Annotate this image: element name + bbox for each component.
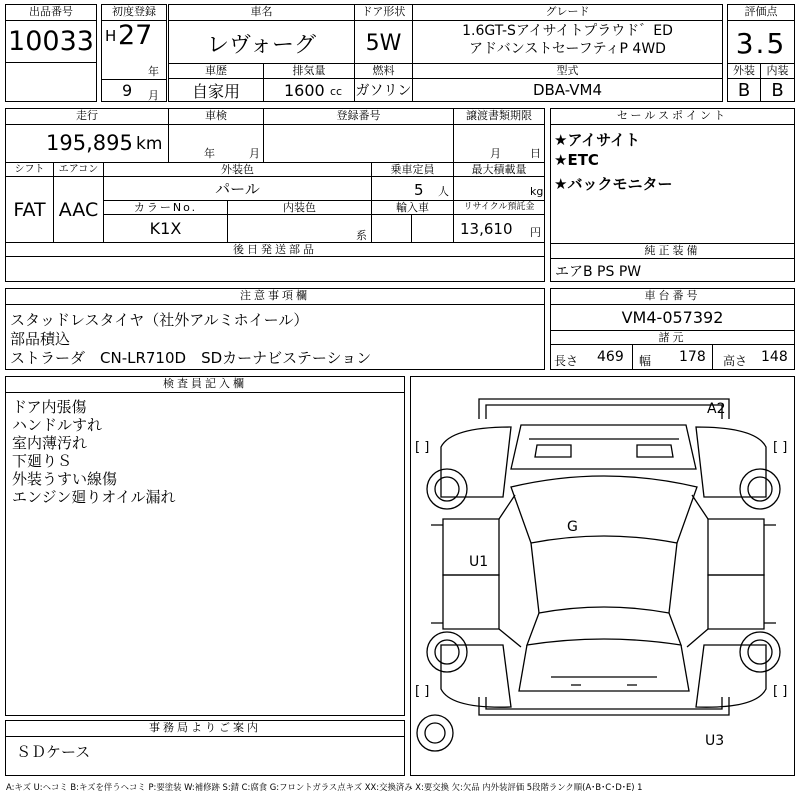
grade-line2: アドバンストセーフティP 4WD [469,41,666,57]
intcolor-label: 内装色 [228,201,372,215]
car-name: レヴォーグ [169,21,355,65]
inspector-label: 検査員記入欄 [6,377,404,393]
history-value: 自家用 [169,79,264,101]
notes-line-1: スタッドレスタイヤ（社外アルミホイール） [10,311,309,329]
inspection-label: 車検 [169,109,264,125]
model-label: 型式 [413,63,722,79]
import-cell-b [412,215,454,243]
reg-box [101,4,167,102]
reg-month: 9 [122,81,133,100]
bracket-right-top: [ ] [773,440,788,455]
grade-line1: 1.6GT-Sアイサイトプラウド゛ED [462,23,673,39]
damage-mark-u1: U1 [469,554,489,570]
name-label: 車名 [169,5,355,21]
fuel-value: ガソリン [355,79,413,101]
damage-mark-u3: U3 [705,733,725,749]
height-label: 高さ [723,354,748,368]
score-value: 3.5 [735,26,787,60]
colorno-value: K1X [104,215,228,243]
reg-label: 初度登録 [102,5,166,21]
chassis-value: VM4-057392 [551,305,794,331]
load-label: 最大積載量 [454,163,544,177]
spec-box [5,108,545,282]
color-label: 外装色 [104,163,372,177]
options-value: エアB PS PW [555,264,642,280]
shift-label: シフト [6,163,54,177]
sales-label: セールスポイント [551,109,794,125]
info-box [168,4,723,102]
sales-item-3: ★バックモニター [554,175,673,193]
chassis-box [550,288,795,370]
regno-label: 登録番号 [264,109,454,125]
insp-month-unit: 月 [249,147,260,160]
fuel-label: 燃料 [355,63,413,79]
later-parts-label: 後日発送部品 [6,243,544,257]
ac-label: エアコン [54,163,104,177]
reg-month-unit: 月 [148,89,159,102]
ac-value: AAC [54,177,104,243]
load-unit: kg [530,185,544,198]
history-label: 車歴 [169,63,264,79]
sales-item-1: ★アイサイト [554,131,641,149]
lot-label: 出品番号 [6,5,96,21]
import-label: 輸入車 [372,201,454,215]
office-box [5,720,405,776]
inspector-line-2: ハンドルすれ [12,416,103,434]
door-label: ドア形状 [355,5,413,21]
notes-line-3: ストラーダ CN-LR710D SDカーナビステーション [10,349,372,367]
disp-label: 排気量 [264,63,355,79]
tr-month-unit: 月 [490,147,501,160]
office-value: ＳＤケース [16,743,91,761]
bracket-right-bottom: [ ] [773,684,788,699]
ext-label: 外装 [728,63,761,79]
mileage-value: 195,895 [46,131,133,155]
intcolor-unit: 系 [356,229,367,242]
dims-label: 諸元 [551,331,794,345]
bracket-left-top: [ ] [415,440,430,455]
lot-box [5,4,97,102]
transfer-label: 譲渡書類期限 [454,109,544,125]
notes-label: 注意事項欄 [6,289,544,305]
reg-year: 27 [118,20,153,51]
model-value: DBA-VM4 [532,81,603,99]
displacement-unit: cc [330,85,343,98]
inspector-box [5,376,405,716]
reg-year-unit: 年 [148,65,159,78]
tr-day-unit: 日 [530,147,541,160]
seats-value: 5 [414,181,424,199]
seats-label: 乗車定員 [372,163,454,177]
door-type: 5W [355,21,413,65]
import-cell-a [372,215,412,243]
inspector-line-6: エンジン廻りオイル漏れ [12,488,176,506]
score-label: 評価点 [728,5,794,21]
legend-text: A:キズ U:ヘコミ B:キズを伴うヘコミ P:要塗装 W:補修跡 S:錆 C:腐食 G:フロントガラス点キズ XX:交換済み X:要交換 欠:欠品 内外装評価 5段階ランク順(A･B･C･D･E) 1 [6,782,643,792]
reg-era: H [105,27,117,45]
color-value: パール [104,177,372,201]
inspector-line-4: 下廻りＳ [12,452,73,470]
bracket-left-bottom: [ ] [415,684,430,699]
mileage-label: 走行 [6,109,169,125]
int-rank: B [771,79,784,101]
grade-label: グレード [413,5,722,21]
car-diagram-svg [411,377,794,775]
inspector-line-5: 外装うすい線傷 [12,470,118,488]
notes-box [5,288,545,370]
height-value: 148 [761,349,788,365]
insp-year-unit: 年 [204,147,215,160]
damage-mark-g: G [567,519,578,535]
office-label: 事務局よりご案内 [6,721,404,737]
score-box [727,4,795,102]
notes-line-2: 部品積込 [10,330,71,348]
car-diagram [410,376,795,776]
recycle-unit: 円 [530,226,541,239]
sales-item-2: ★ETC [554,151,599,169]
inspector-line-1: ドア内張傷 [12,398,87,416]
displacement-value: 1600 [284,81,325,100]
options-label: 純正装備 [551,243,794,259]
length-label: 長さ [554,354,579,368]
shift-value: FAT [6,177,54,243]
seats-unit: 人 [438,185,449,198]
length-value: 469 [597,349,624,365]
sales-box [550,108,795,282]
inspector-line-3: 室内薄汚れ [12,434,88,452]
mileage-unit: km [136,134,163,154]
recycle-value: 13,610 [460,220,513,238]
int-label: 内装 [761,63,794,79]
lot-number: 10033 [6,21,96,63]
ext-rank: B [728,79,761,101]
width-value: 178 [679,349,706,365]
colorno-label: カラーNo. [104,201,228,215]
recycle-label: リサイクル預託金 [454,201,544,215]
regno-value [264,125,454,163]
damage-mark-a2: A2 [707,401,726,417]
width-label: 幅 [639,354,652,368]
chassis-label: 車台番号 [551,289,794,305]
